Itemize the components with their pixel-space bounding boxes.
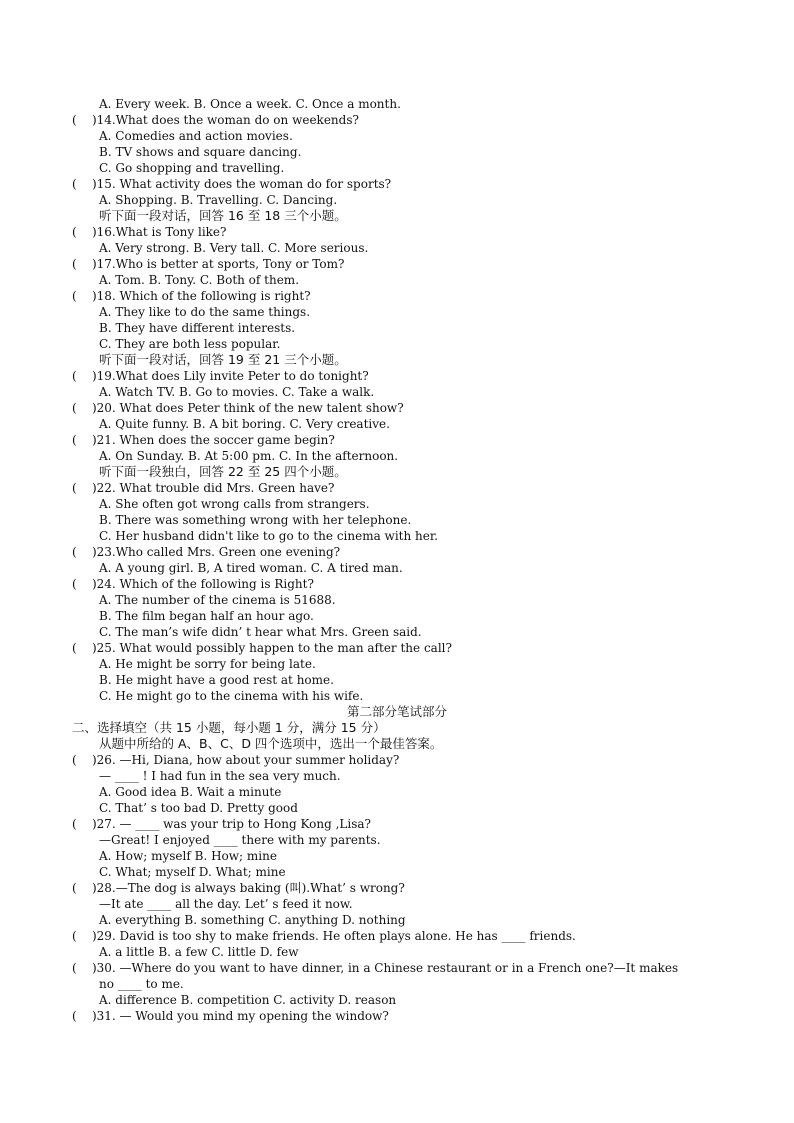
option-line-text: B. They have different interests. <box>99 321 296 335</box>
part-title <box>0 704 794 720</box>
question-line-text: ( )29. David is too shy to make friends. He often plays alone. He has ____ friends. <box>72 929 576 943</box>
option-line <box>0 528 794 544</box>
option-line <box>0 512 794 528</box>
question-line <box>0 112 794 128</box>
instruction-line <box>0 208 794 224</box>
part-title-text: 第二部分笔试部分 <box>346 704 447 719</box>
question-line-text: ( )18. Which of the following is right? <box>72 289 311 303</box>
question-line-text: ( )19.What does Lily invite Peter to do tonight? <box>72 369 369 383</box>
instruction-line <box>0 736 794 752</box>
option-line <box>0 832 794 848</box>
option-line <box>0 688 794 704</box>
question-line-text: ( )16.What is Tony like? <box>72 225 227 239</box>
question-line <box>0 368 794 384</box>
instruction-line-text: 听下面一段对话，回答 19 至 21 三个小题。 <box>99 352 347 367</box>
option-line-text: A. The number of the cinema is 51688. <box>99 593 336 607</box>
question-line-text: ( )14.What does the woman do on weekends? <box>72 113 359 127</box>
question-line <box>0 816 794 832</box>
option-line-text: A. Very strong. B. Very tall. C. More serious. <box>99 241 369 255</box>
question-line-text: ( )23.Who called Mrs. Green one evening? <box>72 545 341 559</box>
option-line <box>0 128 794 144</box>
question-line <box>0 544 794 560</box>
option-line-text: C. They are both less popular. <box>99 337 281 351</box>
option-line <box>0 336 794 352</box>
option-line-text: A. She often got wrong calls from strangers. <box>99 497 370 511</box>
option-line-text: —It ate ____ all the day. Let’ s feed it now. <box>99 897 353 911</box>
question-line-text: ( )24. Which of the following is Right? <box>72 577 314 591</box>
question-line <box>0 960 794 976</box>
option-line-text: A. Shopping. B. Travelling. C. Dancing. <box>99 193 338 207</box>
option-line <box>0 784 794 800</box>
option-line <box>0 944 794 960</box>
question-line <box>0 480 794 496</box>
option-line <box>0 240 794 256</box>
option-line <box>0 896 794 912</box>
instruction-line <box>0 464 794 480</box>
option-line-text: B. He might have a good rest at home. <box>99 673 334 687</box>
question-line-text: ( )27. — ____ was your trip to Hong Kong ,Lisa? <box>72 817 371 831</box>
question-line-text: ( )22. What trouble did Mrs. Green have? <box>72 481 335 495</box>
question-line <box>0 432 794 448</box>
question-line <box>0 400 794 416</box>
option-line <box>0 560 794 576</box>
question-line <box>0 928 794 944</box>
option-line-text: A. Good idea B. Wait a minute <box>99 785 282 799</box>
question-line <box>0 1008 794 1024</box>
option-line-text: A. everything B. something C. anything D. nothing <box>99 913 406 927</box>
option-line <box>0 496 794 512</box>
option-line-text: C. The man’s wife didn’ t hear what Mrs. Green said. <box>99 625 422 639</box>
option-line-text: A. Comedies and action movies. <box>99 129 293 143</box>
option-line <box>0 320 794 336</box>
option-line-text: A. a little B. a few C. little D. few <box>99 945 299 959</box>
exam-content <box>0 96 794 1024</box>
option-line-text: A. A young girl. B, A tired woman. C. A tired man. <box>99 561 403 575</box>
option-line-text: A. How; myself B. How; mine <box>99 849 277 863</box>
option-line <box>0 192 794 208</box>
option-line-text: B. There was something wrong with her telephone. <box>99 513 412 527</box>
question-line-text: ( )31. — Would you mind my opening the window? <box>72 1009 389 1023</box>
option-line-text: B. The film began half an hour ago. <box>99 609 314 623</box>
option-line <box>0 848 794 864</box>
option-line-text: B. TV shows and square dancing. <box>99 145 302 159</box>
option-line <box>0 160 794 176</box>
question-line-text: ( )15. What activity does the woman do for sports? <box>72 177 392 191</box>
instruction-line-text: 从题中所给的 A、B、C、D 四个选项中，选出一个最佳答案。 <box>99 736 443 751</box>
question-line <box>0 576 794 592</box>
question-line-text: ( )28.—The dog is always baking (叫).What’ s wrong? <box>72 881 405 895</box>
question-line <box>0 640 794 656</box>
option-line <box>0 992 794 1008</box>
question-line-text: ( )30. —Where do you want to have dinner, in a Chinese restaurant or in a French one?—It makes <box>72 961 679 975</box>
option-line-text: A. Tom. B. Tony. C. Both of them. <box>99 273 300 287</box>
option-line <box>0 864 794 880</box>
option-line <box>0 976 794 992</box>
option-line <box>0 384 794 400</box>
question-line <box>0 752 794 768</box>
option-line <box>0 592 794 608</box>
option-line-text: C. Her husband didn't like to go to the cinema with her. <box>99 529 439 543</box>
option-line-text: C. Go shopping and travelling. <box>99 161 285 175</box>
question-line-text: ( )26. —Hi, Diana, how about your summer holiday? <box>72 753 400 767</box>
instruction-line <box>0 352 794 368</box>
instruction-line-text: 听下面一段独白，回答 22 至 25 四个小题。 <box>99 464 347 479</box>
question-line <box>0 880 794 896</box>
option-line <box>0 448 794 464</box>
question-line <box>0 176 794 192</box>
option-line-text: A. difference B. competition C. activity D. reason <box>99 993 397 1007</box>
section-heading-text: 二、选择填空（共 15 小题，每小题 1 分，满分 15 分） <box>72 720 386 735</box>
option-line-text: A. Every week. B. Once a week. C. Once a month. <box>99 97 401 111</box>
question-line <box>0 256 794 272</box>
option-line-text: C. He might go to the cinema with his wife. <box>99 689 364 703</box>
option-line-text: A. Watch TV. B. Go to movies. C. Take a walk. <box>99 385 375 399</box>
question-line-text: ( )20. What does Peter think of the new talent show? <box>72 401 404 415</box>
option-line-text: A. Quite funny. B. A bit boring. C. Very creative. <box>99 417 390 431</box>
question-line-text: ( )17.Who is better at sports, Tony or Tom? <box>72 257 345 271</box>
option-line <box>0 96 794 112</box>
instruction-line-text: 听下面一段对话，回答 16 至 18 三个小题。 <box>99 208 347 223</box>
option-line <box>0 768 794 784</box>
option-line-text: A. They like to do the same things. <box>99 305 311 319</box>
option-line <box>0 656 794 672</box>
option-line <box>0 416 794 432</box>
option-line-text: —Great! I enjoyed ____ there with my parents. <box>99 833 381 847</box>
question-line-text: ( )21. When does the soccer game begin? <box>72 433 335 447</box>
option-line <box>0 272 794 288</box>
question-line <box>0 288 794 304</box>
option-line-text: C. That’ s too bad D. Pretty good <box>99 801 298 815</box>
section-heading <box>0 720 794 736</box>
option-line-text: A. He might be sorry for being late. <box>99 657 316 671</box>
question-line-text: ( )25. What would possibly happen to the man after the call? <box>72 641 452 655</box>
option-line <box>0 304 794 320</box>
option-line <box>0 672 794 688</box>
option-line-text: no ____ to me. <box>99 977 184 991</box>
option-line-text: A. On Sunday. B. At 5:00 pm. C. In the afternoon. <box>99 449 399 463</box>
option-line <box>0 624 794 640</box>
option-line-text: C. What; myself D. What; mine <box>99 865 286 879</box>
option-line <box>0 800 794 816</box>
option-line <box>0 912 794 928</box>
question-line <box>0 224 794 240</box>
option-line <box>0 608 794 624</box>
option-line-text: — ____ ! I had fun in the sea very much. <box>99 769 341 783</box>
option-line <box>0 144 794 160</box>
